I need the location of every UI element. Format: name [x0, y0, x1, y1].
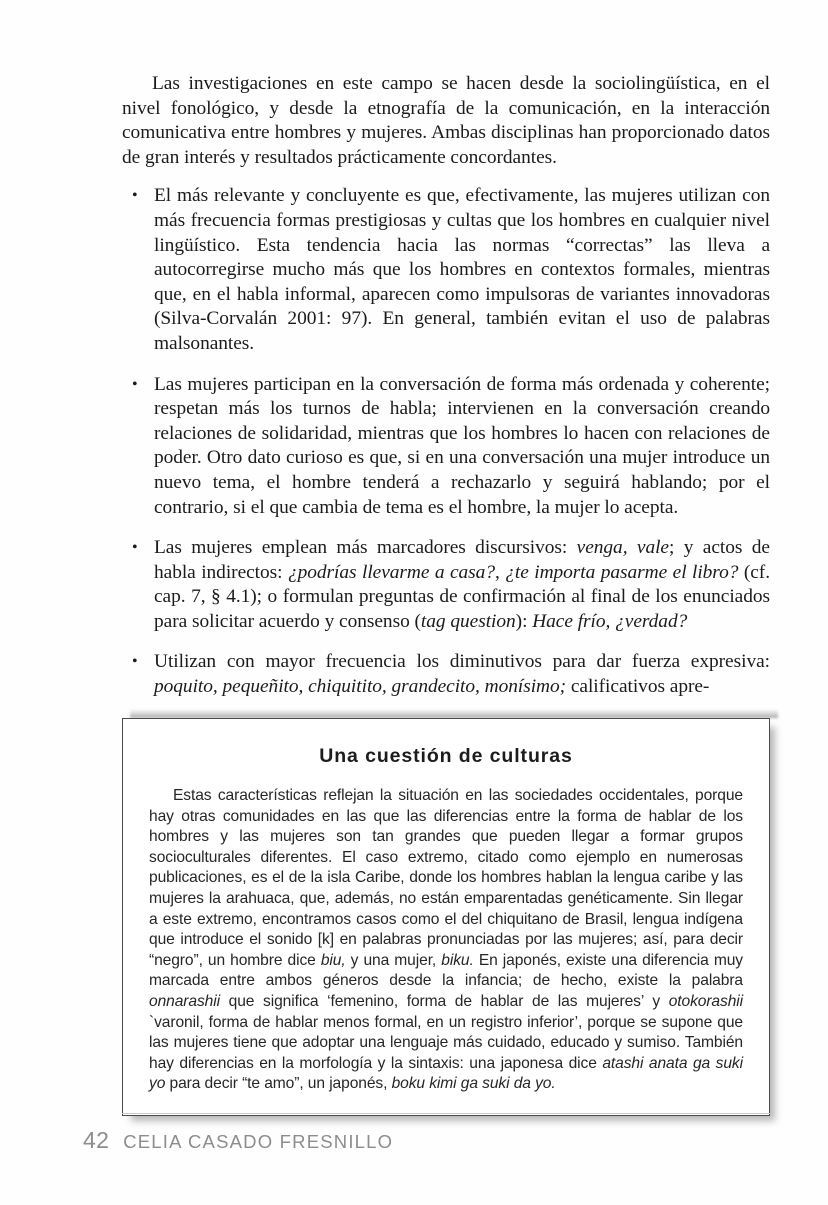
bullet-item-2 — [122, 373, 770, 521]
body-text-run: Las mujeres participan en la conversación de forma más ordenada y coherente; respetan más los turnos de habla; intervienen en la conversación creando relaciones de solidaridad, mientras que los hombres lo hacen con relaciones de poder. Otro dato curioso es que, si en una conversación una mujer introduce un nuevo tema, el hombre tenderá a rechazarlo y seguirá hablando; por el contrario, si el que cambia de tema es el hombre, la mujer lo acepta. — [154, 373, 770, 518]
body-text-run: Estas características reflejan la situación en las sociedades occidentales, porque hay otras comunidades en las que las diferencias entre la forma de hablar de los hombres y las mujeres son tan grandes que pueden llegar a formar grupos socioculturales diferentes. El caso extremo, citado como ejemplo en numerosas publicaciones, es el de la isla Caribe, donde los hombres hablan la lengua caribe y las mujeres la arahuaca, que, además, no están emparentadas genéticamente. Sin llegar a este extremo, encontramos casos como el del chiquitano de Brasil, lengua indígena que introduce el sonido [k] en palabras pronunciadas por las mujeres; así, para decir “negro”, un hombre dice — [149, 787, 743, 969]
body-text-run: En japonés, existe una diferencia muy marcada entre ambos géneros desde la infancia; de hecho, existe la palabra — [149, 951, 743, 990]
bullet-item-4 — [122, 650, 770, 699]
emphasis-text: ¿te importa pasarme el libro? — [505, 561, 739, 583]
body-text-run: ): — [515, 610, 533, 632]
bullet-item-3-text — [154, 537, 770, 632]
bullet-item-1-text — [154, 185, 770, 354]
bullet-marker-icon: • — [132, 187, 138, 205]
body-text-run: (cf. cap. 7, § 4.1); o formulan preguntas de confirmación al final de los enunciados para solicitar acuerdo y consenso ( — [154, 561, 770, 632]
body-text-run: El más relevante y concluyente es que, efectivamente, las mujeres utilizan con más frecuencia formas prestigiosas y cultas que los hombres en cualquier nivel lingüístico. Esta tendencia hacia las normas “correctas” las lleva a autocorregirse mucho más que los hombres en contextos formales, mientras que, en el habla informal, aparecen como impulsoras de variantes innovadoras (Silva-Corvalán 2001: 97). En general, también evitan el uso de palabras malsonantes. — [154, 185, 770, 354]
body-text-run: ; y actos de habla indirectos: — [154, 537, 770, 583]
emphasis-text: onnarashii — [149, 992, 220, 1010]
sidebar-box-body — [149, 786, 743, 1095]
bullet-marker-icon: • — [132, 539, 138, 557]
emphasis-text: poquito, pequeñito, chiquitito, grandecito, monísimo; — [154, 676, 567, 698]
emphasis-text: boku kimi ga suki da yo. — [391, 1075, 556, 1093]
running-head-author: CELIA CASADO FRESNILLO — [123, 1131, 394, 1152]
body-text-run: , — [494, 561, 506, 583]
intro-paragraph: Las investigaciones en este campo se hacen desde la sociolingüística, en el nivel fonológico, y desde la etnografía de la comunicación, en la interacción comunicativa entre hombres y mujeres. Ambas disciplinas han proporcionado datos de gran interés y resultados prácticamente concordantes. — [122, 73, 770, 168]
bullet-item-4-text — [154, 651, 770, 697]
emphasis-text: otokorashii — [668, 992, 743, 1010]
body-text-run: para decir “te amo”, un japonés, — [165, 1075, 392, 1093]
bullet-list — [122, 184, 770, 699]
bullet-item-3 — [122, 536, 770, 634]
bullet-item-2-text — [154, 374, 770, 518]
emphasis-text: tag question — [420, 610, 516, 632]
page-number: 42 — [83, 1127, 110, 1153]
body-text-run: Las mujeres emplean más marcadores discursivos: — [154, 537, 577, 559]
sidebar-box-wrapper — [122, 718, 770, 1116]
emphasis-text: biku. — [441, 951, 474, 969]
box-top-shadow — [130, 709, 778, 718]
emphasis-text: ¿podrías llevarme a casa? — [287, 561, 495, 583]
body-text-run: calificativos apre- — [566, 676, 710, 698]
bullet-marker-icon: • — [132, 375, 138, 393]
bullet-marker-icon: • — [132, 653, 138, 671]
body-text-run: y una mujer, — [345, 951, 442, 969]
emphasis-text: biu, — [320, 951, 346, 969]
main-text-column — [122, 72, 770, 700]
sidebar-box-title: Una cuestión de culturas — [319, 745, 573, 767]
sidebar-box — [122, 718, 770, 1116]
footer-divider — [122, 1113, 770, 1114]
body-text-run: `varonil, forma de hablar menos formal, en un registro inferior’, porque se supone que las mujeres tiene que adoptar una lenguaje más cuidado, educado y sumiso. También hay diferencias en la morfología y la sintaxis: una japonesa dice — [149, 1013, 743, 1072]
body-text-run: que significa ‘femenino, forma de hablar de las mujeres’ y — [219, 992, 669, 1010]
emphasis-text: Hace frío, ¿verdad? — [532, 610, 688, 632]
emphasis-text: atashi anata ga suki yo — [149, 1054, 743, 1093]
emphasis-text: venga, vale — [576, 537, 669, 559]
page-footer — [83, 1127, 393, 1154]
bullet-item-1 — [122, 184, 770, 356]
body-text-run: Utilizan con mayor frecuencia los diminutivos para dar fuerza expresiva: — [154, 651, 770, 673]
